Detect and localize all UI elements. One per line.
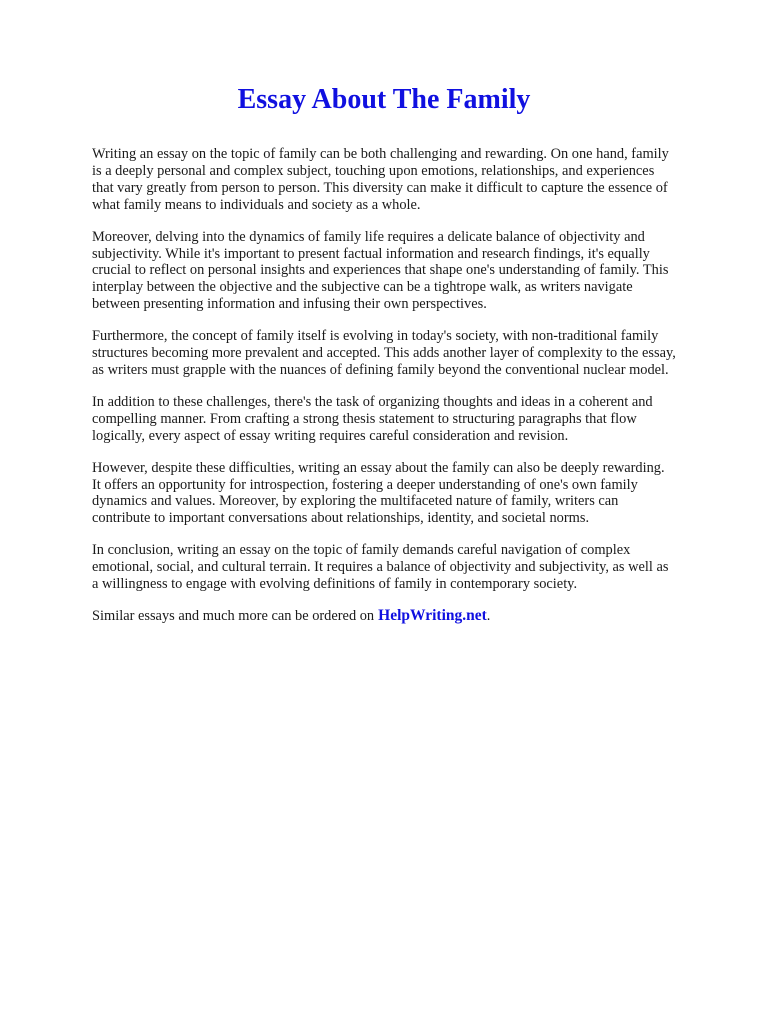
paragraph-4: In addition to these challenges, there's the task of organizing thoughts and ideas in a coherent and compelling manner. From crafting a strong thesis statement to structuring paragraphs that flow logically, every aspect of essay writing requires careful consideration and revision. [92, 393, 653, 444]
paragraph-6: In conclusion, writing an essay on the topic of family demands careful navigation of complex emotional, social, and cultural terrain. It requires a balance of objectivity and subjectivity, as well as a willingness to engage with evolving definitions of family in contemporary society. [92, 542, 669, 593]
paragraph-5: However, despite these difficulties, writing an essay about the family can also be deeply rewarding. It offers an opportunity for introspection, fostering a deeper understanding of one's own family dynamics and values. Moreover, by exploring the multifaceted nature of family, writers can contribute to important conversations about relationships, identity, and societal norms. [92, 459, 665, 527]
closing-line [92, 608, 676, 625]
helpwriting-link[interactable]: HelpWriting.net [378, 606, 487, 624]
paragraph-3: Furthermore, the concept of family itself is evolving in today's society, with non-traditional family structures becoming more prevalent and accepted. This adds another layer of complexity to the essay, as writers must grapple with the nuances of defining family beyond the conventional nuclear model. [92, 328, 676, 378]
closing-text: Similar essays and much more can be ordered on [92, 607, 375, 624]
document-title: Essay About The Family [237, 84, 531, 115]
paragraph-2: Moreover, delving into the dynamics of family life requires a delicate balance of objectivity and subjectivity. While it's important to present factual information and research findings, it's equally crucial to reflect on personal insights and experiences that shape one's understanding of family. This interplay between the objective and the subjective can be a tightrope walk, as writers navigate between presenting information and infusing their own perspectives. [92, 228, 669, 313]
document-body [92, 146, 676, 625]
closing-period: . [486, 607, 491, 624]
paragraph-1: Writing an essay on the topic of family can be both challenging and rewarding. On one hand, family is a deeply personal and complex subject, touching upon emotions, relationships, and experiences that vary greatly from person to person. This diversity can make it difficult to capture the essence of what family means to individuals and society as a whole. [92, 146, 669, 213]
